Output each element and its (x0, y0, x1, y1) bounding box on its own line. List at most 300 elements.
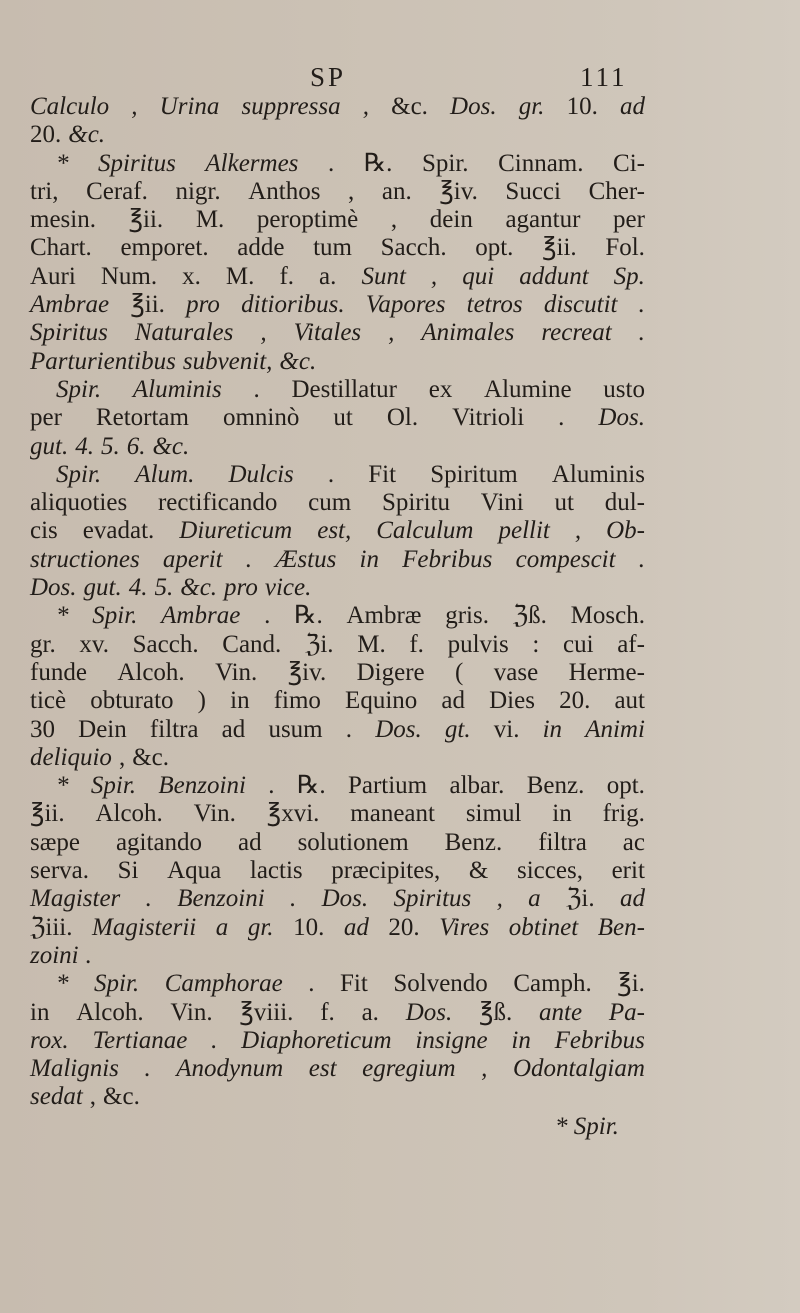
word: Solvendo (393, 970, 488, 998)
italic-word: gr. (247, 913, 274, 941)
word: pulvis (447, 630, 509, 658)
word: opt. (606, 772, 645, 800)
word: Dein (78, 715, 127, 743)
italic-word: in (511, 1026, 531, 1054)
word: dein (429, 206, 473, 234)
word: Partium (347, 772, 428, 800)
italic-word: Dos. (321, 885, 369, 913)
italic-word: gt. (444, 715, 471, 743)
italic-word: Camphorae (164, 970, 283, 998)
word: . (253, 375, 260, 403)
word: f. (279, 262, 295, 290)
italic-word: Diureticum (179, 517, 293, 545)
word: Cinnam. (498, 149, 584, 177)
word: tum (313, 234, 352, 262)
italic-word: pro (186, 291, 220, 319)
word: Fit (340, 970, 368, 998)
word: Anthos (248, 177, 321, 205)
italic-word: Ob- (606, 517, 645, 545)
italic-word: Vapores (365, 291, 446, 319)
word: Chart. (30, 234, 92, 262)
word: Cher- (588, 177, 645, 205)
italic-word: Dos. (598, 404, 645, 432)
italic-word: subvenit, (182, 347, 273, 375)
italic-word: recreat (541, 319, 612, 347)
word: Alumine (484, 375, 572, 403)
text-line (30, 772, 645, 800)
text-line (30, 687, 645, 715)
word: mesin. (30, 206, 96, 234)
italic-word: 6. (126, 432, 146, 460)
word: M. (195, 206, 225, 234)
italic-word: Anodynum (176, 1055, 284, 1083)
text-line (30, 1027, 645, 1055)
word: tri, (30, 177, 59, 205)
word: , (348, 177, 355, 205)
italic-word: . (638, 545, 645, 573)
word: . (264, 602, 271, 630)
italic-word: , (496, 885, 503, 913)
word: dul- (604, 489, 645, 517)
italic-word: Naturales (134, 319, 234, 347)
word: vi. (493, 715, 520, 743)
italic-word: Ambrae (30, 291, 110, 319)
italic-word: . (638, 291, 645, 319)
word: Digere (356, 658, 425, 686)
word: Vin. (170, 998, 213, 1026)
word: Num. (100, 262, 158, 290)
text-line (30, 800, 645, 828)
word: in (552, 800, 572, 828)
italic-word: Magisterii (92, 913, 197, 941)
italic-word: Benzoini (158, 772, 246, 800)
italic-word: ante (539, 998, 583, 1026)
italic-word: . (245, 545, 253, 573)
text-line (30, 433, 645, 461)
text-line (30, 602, 645, 630)
text-line (30, 461, 645, 489)
italic-word: structiones (30, 545, 140, 573)
word: Spiritu (381, 489, 451, 517)
word: ℥iv. (439, 177, 478, 205)
italic-word: ditioribus. (241, 291, 345, 319)
word: simul (465, 800, 522, 828)
italic-word: Vitales (293, 319, 362, 347)
word: Fit (368, 460, 397, 488)
word: opt. (475, 234, 514, 262)
word: ticè (30, 687, 67, 715)
text-line (30, 857, 645, 885)
word: erit (611, 857, 645, 885)
word: 10. (566, 93, 598, 120)
text-line (30, 263, 645, 291)
italic-word: Dos. (405, 998, 453, 1026)
running-head-title: SP (310, 62, 347, 92)
word: Equino (345, 687, 418, 715)
italic-word: * (56, 772, 69, 800)
word: an. (381, 177, 412, 205)
word: af- (617, 630, 645, 658)
italic-word: . (85, 941, 92, 969)
word: usto (603, 375, 645, 403)
word: maneant (350, 800, 435, 828)
word: Fol. (605, 234, 645, 262)
word: , (118, 743, 126, 771)
italic-word: Alum. (135, 460, 195, 488)
word: ( (455, 658, 464, 686)
word: Sacch. (380, 234, 447, 262)
italic-word: Febribus (402, 545, 493, 573)
italic-word: Sunt (361, 262, 406, 290)
word: ad (238, 828, 262, 856)
italic-word: Benzoini (177, 885, 265, 913)
word: ac (622, 828, 645, 856)
italic-word: a (215, 913, 229, 941)
word: solutionem (297, 828, 409, 856)
italic-word: Animi (585, 715, 645, 743)
italic-word: compescit (515, 545, 616, 573)
word: . (327, 460, 335, 488)
italic-word: Spir. (56, 375, 102, 403)
word: Benz. (526, 772, 585, 800)
word: a. (319, 262, 337, 290)
word: fimo (273, 687, 321, 715)
word: præcipites, (331, 857, 441, 885)
italic-word: a (528, 885, 541, 913)
italic-word: . (145, 885, 152, 913)
italic-word: addunt (519, 262, 589, 290)
italic-word: . (638, 319, 645, 347)
page-number: 111 (580, 62, 628, 92)
italic-word: zoini (30, 941, 79, 969)
word: &c. (103, 1083, 140, 1111)
word: Dies (489, 687, 535, 715)
text-line (30, 121, 645, 149)
italic-word: Urina (159, 93, 220, 120)
word: aliquoties (30, 489, 128, 517)
italic-word: Ambrae (161, 602, 241, 630)
text-line (30, 517, 645, 545)
italic-word: Dos. (30, 574, 77, 602)
word: ad (221, 715, 246, 743)
word: ℨi. (566, 885, 595, 913)
italic-word: &c. (180, 574, 218, 602)
word: Vin. (193, 800, 236, 828)
italic-word: . (144, 1055, 151, 1083)
word: ℥xvi. (266, 800, 320, 828)
word: ℨß. (512, 602, 547, 630)
word: ℥ii. (542, 234, 577, 262)
word: filtra (149, 715, 199, 743)
word: obturato (90, 687, 174, 715)
word: Ol. (386, 404, 419, 432)
word: aut (614, 687, 645, 715)
word: Ci- (613, 149, 645, 177)
text-line (30, 178, 645, 206)
text-line (30, 914, 645, 942)
word: ex (428, 375, 453, 403)
italic-word: * (56, 149, 69, 177)
italic-word: , (260, 319, 267, 347)
italic-word: est, (317, 517, 352, 545)
word: . (345, 715, 353, 743)
italic-word: , (388, 319, 395, 347)
text-line (30, 574, 645, 602)
text-line (30, 234, 645, 262)
word: gris. (445, 602, 489, 630)
italic-word: in (542, 715, 563, 743)
word: , (390, 206, 398, 234)
italic-word: , (430, 262, 438, 290)
word: 20. (30, 121, 62, 149)
italic-word: Tertianae (92, 1026, 188, 1054)
word: f. (320, 998, 335, 1026)
italic-word: &c. (152, 432, 190, 460)
word: x. (182, 262, 201, 290)
word: ℨi. (304, 630, 334, 658)
word: 10. (293, 913, 325, 941)
text-line (30, 744, 645, 772)
italic-word: Vires (439, 913, 490, 941)
word: ℥ii. (130, 291, 165, 319)
text-line (30, 150, 645, 178)
italic-word: Magister (30, 885, 121, 913)
word: Vini (480, 489, 524, 517)
italic-word: Aluminis (132, 375, 222, 403)
word: Ambræ (346, 602, 422, 630)
italic-word: vice. (264, 574, 312, 602)
catchword: * Spir. (555, 1113, 619, 1140)
italic-word: Calculum (376, 517, 474, 545)
word: Vin. (215, 658, 258, 686)
word: : (532, 630, 540, 658)
italic-word: est (308, 1055, 337, 1083)
text-line (30, 546, 645, 574)
word: ℥iv. (287, 658, 327, 686)
italic-word: obtinet (508, 913, 579, 941)
word: Spir. (421, 149, 469, 177)
italic-word: , (131, 93, 138, 120)
word: 20. (388, 913, 420, 941)
word: Camph. (513, 970, 592, 998)
word: per (30, 404, 62, 432)
italic-word: insigne (415, 1026, 488, 1054)
body-text (30, 93, 645, 1112)
italic-word: ad (343, 913, 369, 941)
word: emporet. (120, 234, 209, 262)
word: cui (562, 630, 594, 658)
word: Benz. (444, 828, 503, 856)
text-line (30, 1083, 645, 1111)
word: M. (225, 262, 255, 290)
word: nigr. (175, 177, 221, 205)
italic-word: Æstus (275, 545, 337, 573)
word: ℞. (296, 772, 326, 800)
word: serva. (30, 857, 89, 885)
word: peroptimè (256, 206, 359, 234)
word: rectificando (157, 489, 278, 517)
italic-word: Febribus (554, 1026, 645, 1054)
text-line (30, 1055, 645, 1083)
italic-word: &c. (279, 347, 317, 375)
word: . (327, 149, 335, 177)
word: Si (117, 857, 139, 885)
italic-word: aperit (162, 545, 223, 573)
italic-word: * (56, 602, 69, 630)
text-line (30, 829, 645, 857)
word: xv. (79, 630, 109, 658)
word: sicces, (517, 857, 583, 885)
italic-word: . (290, 885, 297, 913)
italic-word: , (574, 517, 582, 545)
word: Mosch. (570, 602, 645, 630)
word: Cand. (222, 630, 282, 658)
word: Alcoh. (95, 800, 163, 828)
text-line (30, 319, 645, 347)
italic-word: discutit (543, 291, 618, 319)
italic-word: deliquio (30, 743, 112, 771)
word: lactis (249, 857, 303, 885)
word: . (308, 970, 315, 998)
italic-word: Ben- (597, 913, 645, 941)
italic-word: gr. (518, 93, 545, 120)
italic-word: Dos. (450, 93, 497, 120)
italic-word: 4. (75, 432, 94, 460)
word: per (613, 206, 645, 234)
word: Spiritum (430, 460, 518, 488)
italic-word: &c. (68, 121, 106, 149)
text-line (30, 970, 645, 998)
italic-word: pro (224, 574, 258, 602)
italic-word: qui (462, 262, 495, 290)
word: ℥i. (617, 970, 645, 998)
italic-word: ad (619, 93, 645, 120)
word: ℥ii. (30, 800, 65, 828)
text-line (30, 348, 645, 376)
italic-word: 5. (100, 432, 120, 460)
word: sæpe (30, 828, 80, 856)
word: ℞. (294, 602, 323, 630)
text-line (30, 404, 645, 432)
italic-word: Parturientibus (30, 347, 176, 375)
text-line (30, 659, 645, 687)
word: usum (268, 715, 323, 743)
text-line (30, 631, 645, 659)
word: . (268, 772, 275, 800)
word: ℨiii. (30, 913, 73, 941)
text-line (30, 206, 645, 234)
italic-word: Pa- (608, 998, 645, 1026)
italic-word: Alkermes (205, 149, 299, 177)
italic-word: Malignis (30, 1055, 119, 1083)
word: in (30, 998, 50, 1026)
word: Ceraf. (86, 177, 148, 205)
word: , (89, 1083, 97, 1111)
text-line (30, 716, 645, 744)
text-line (30, 291, 645, 319)
word: funde (30, 658, 87, 686)
italic-word: Spir. (56, 460, 102, 488)
italic-word: * (56, 970, 69, 998)
italic-word: rox. (30, 1026, 69, 1054)
text-line (30, 376, 645, 404)
word: ad (441, 687, 465, 715)
italic-word: Spiritus (393, 885, 472, 913)
word: ℥ß. (479, 998, 513, 1026)
word: Succi (505, 177, 561, 205)
word: Retortam (95, 404, 189, 432)
word: &c. (391, 93, 428, 120)
italic-word: Spiritus (98, 149, 176, 177)
word: frig. (602, 800, 645, 828)
italic-word: 5. (154, 574, 174, 602)
word: cis (30, 517, 58, 545)
word: gr. (30, 630, 56, 658)
word: Vitrioli (452, 404, 525, 432)
word: Sacch. (132, 630, 199, 658)
word: Alcoh. (76, 998, 144, 1026)
italic-word: Diaphoreticum (241, 1026, 392, 1054)
word: cum (308, 489, 352, 517)
word: 20. (559, 687, 591, 715)
word: a. (361, 998, 379, 1026)
word: Herme- (568, 658, 645, 686)
word: . (558, 404, 565, 432)
italic-word: egregium (362, 1055, 456, 1083)
word: ℞. (363, 149, 393, 177)
italic-word: , (481, 1055, 488, 1083)
text-line (30, 999, 645, 1027)
word: ℥viii. (239, 998, 294, 1026)
word: 30 (30, 715, 55, 743)
italic-word: sedat (30, 1083, 83, 1111)
word: &c. (132, 743, 169, 771)
word: agitando (115, 828, 203, 856)
word: ut (554, 489, 574, 517)
italic-word: Spir. (92, 602, 138, 630)
word: M. (357, 630, 386, 658)
word: adde (237, 234, 285, 262)
italic-word: , (362, 93, 369, 120)
italic-word: . (211, 1026, 218, 1054)
word: Destillatur (291, 375, 397, 403)
italic-word: ad (619, 885, 645, 913)
text-line (30, 93, 645, 121)
word: & (468, 857, 489, 885)
italic-word: Dos. (375, 715, 422, 743)
italic-word: Spir. (94, 970, 140, 998)
italic-word: pellit (498, 517, 550, 545)
word: Aluminis (551, 460, 645, 488)
italic-word: Calculo (30, 93, 110, 120)
text-line (30, 489, 645, 517)
word: ut (333, 404, 353, 432)
italic-word: Sp. (613, 262, 645, 290)
text-line (30, 885, 645, 913)
italic-word: Spiritus (30, 319, 108, 347)
word: albar. (449, 772, 505, 800)
word: omninò (222, 404, 300, 432)
word: Auri (30, 262, 76, 290)
word: agantur (505, 206, 581, 234)
italic-word: gut. (30, 432, 69, 460)
italic-word: Dulcis (228, 460, 294, 488)
italic-word: Spir. (90, 772, 137, 800)
word: ℥ii. (128, 206, 164, 234)
italic-word: Odontalgiam (512, 1055, 645, 1083)
word: filtra (538, 828, 587, 856)
italic-word: Animales (421, 319, 515, 347)
